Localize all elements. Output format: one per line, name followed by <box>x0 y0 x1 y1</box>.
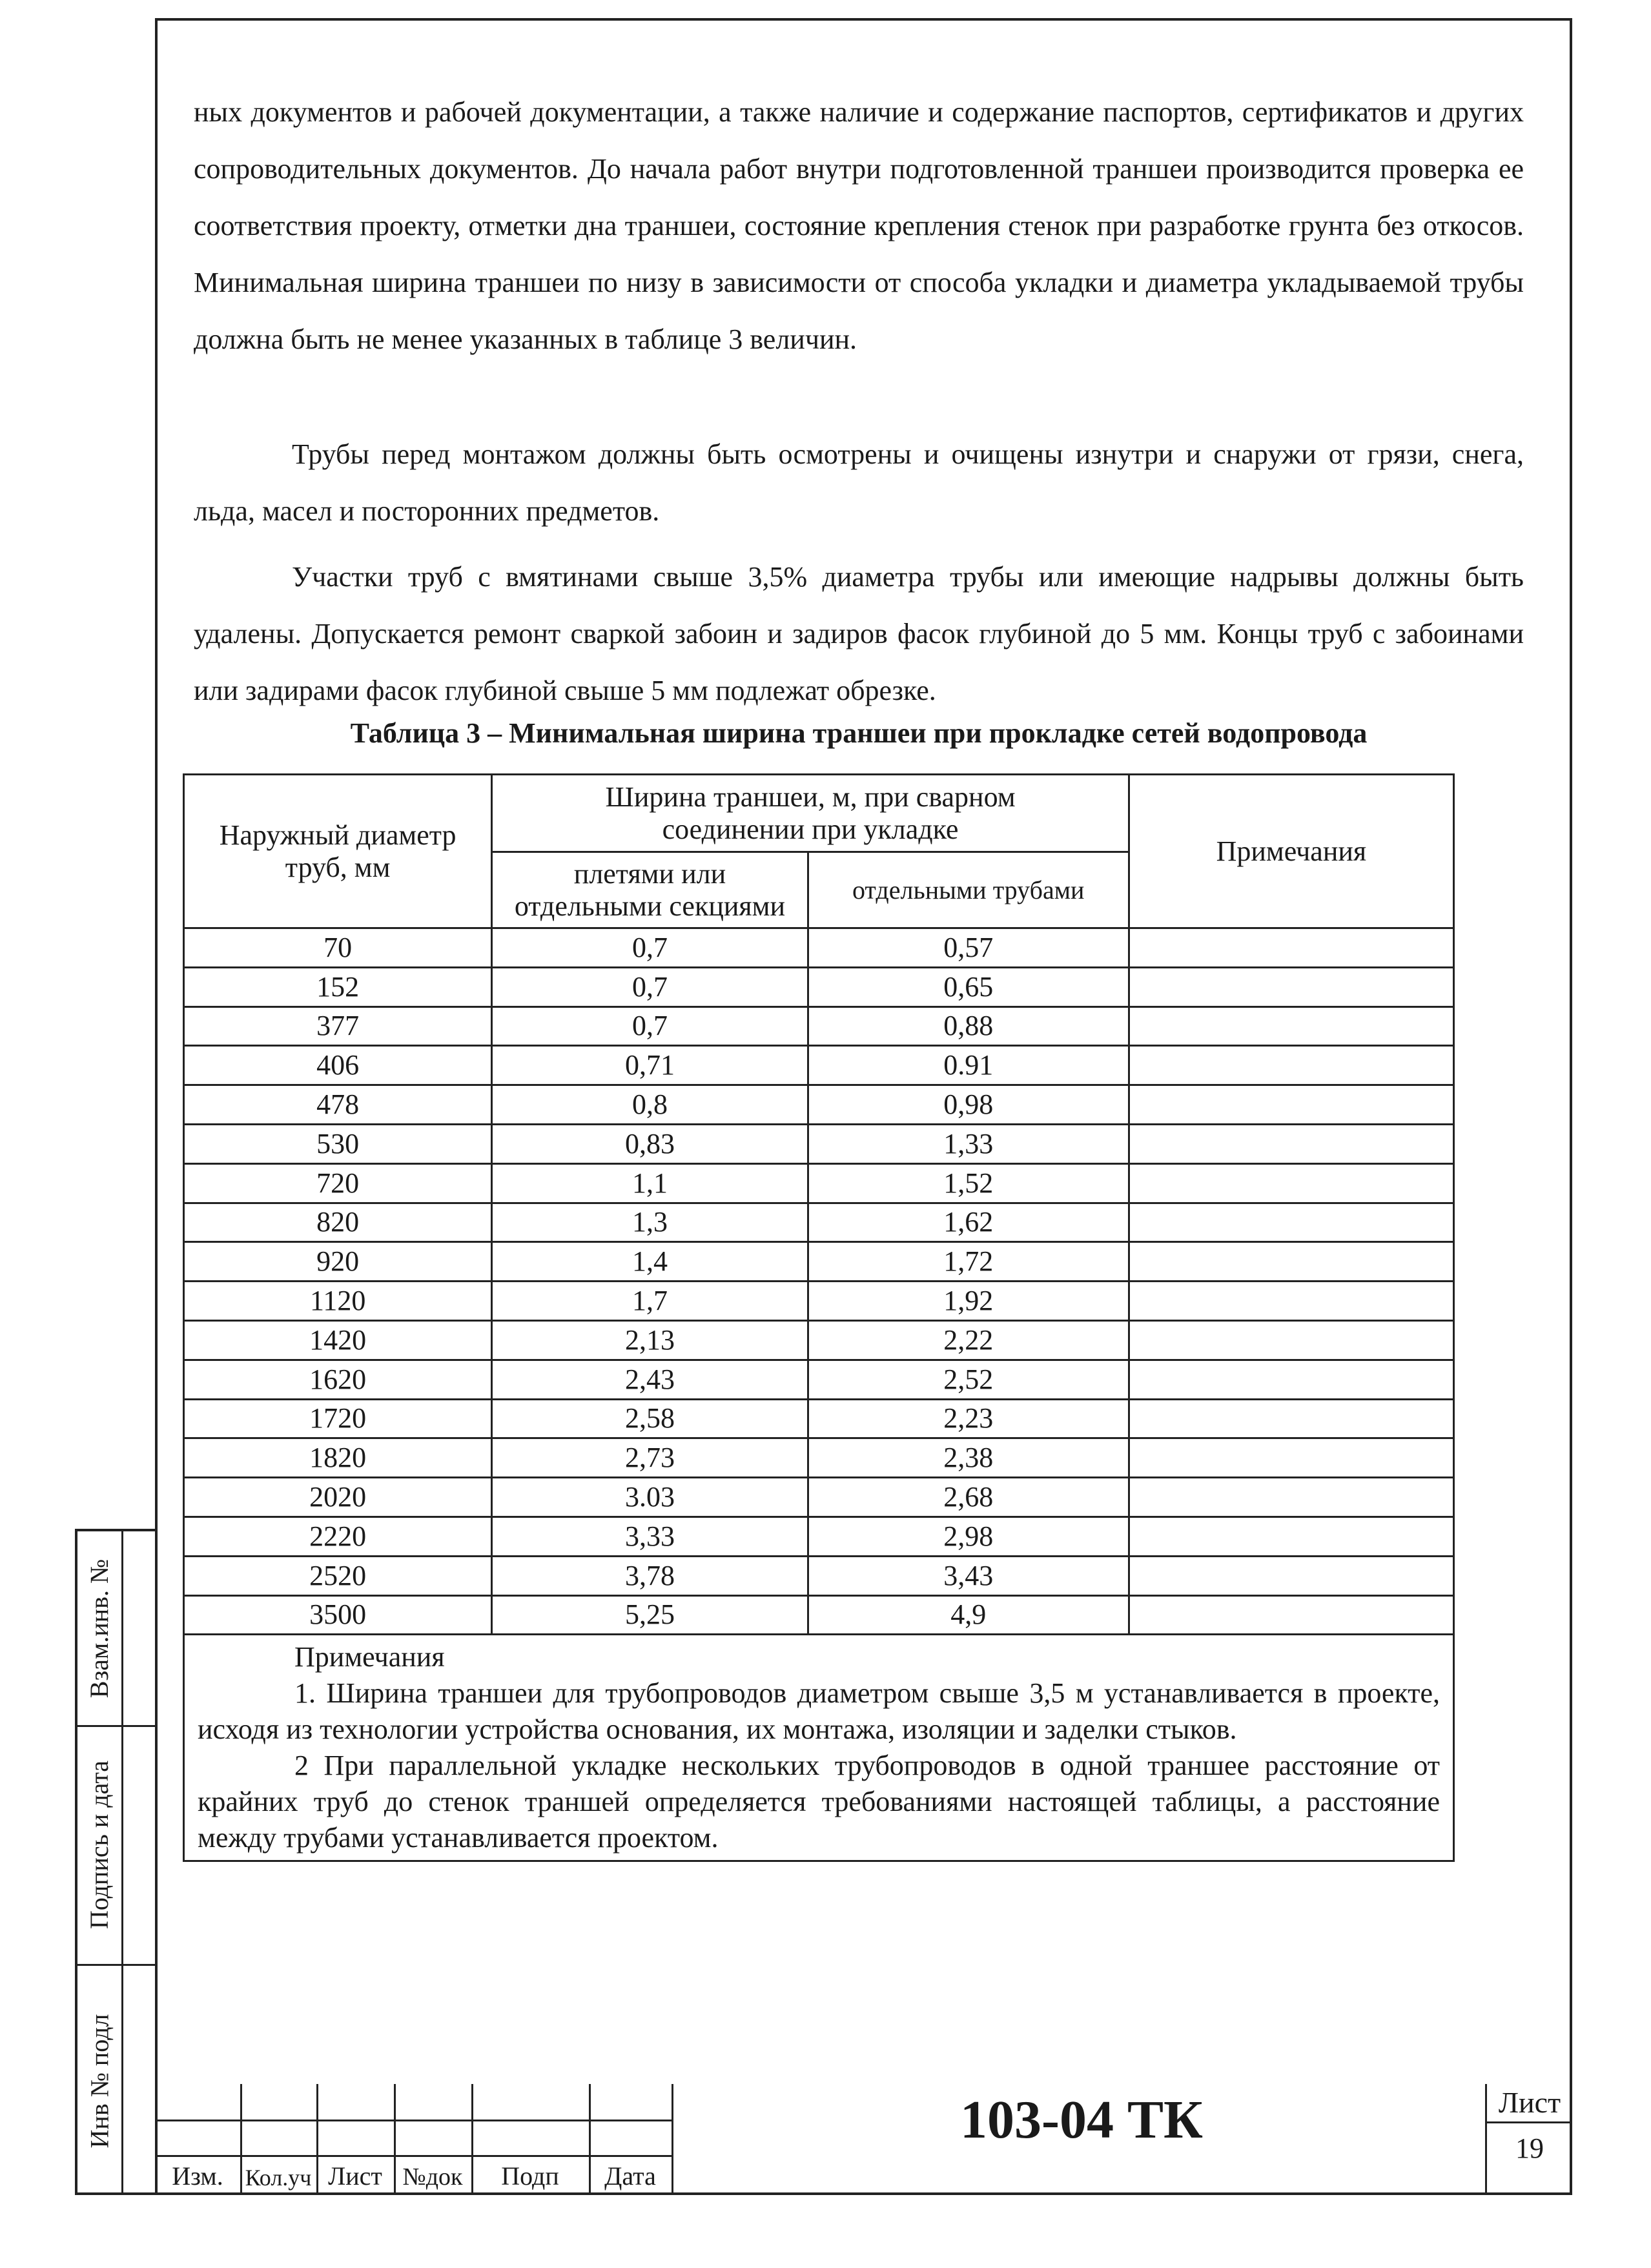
sheet-box <box>1485 2084 1572 2195</box>
cell-note <box>1129 1399 1453 1438</box>
cell-width-sections: 5,25 <box>492 1595 808 1635</box>
table-notes <box>184 1635 1454 1861</box>
cell-note <box>1129 1046 1453 1085</box>
table-row <box>184 1282 1454 1321</box>
table-row <box>184 1556 1454 1595</box>
trench-width-table <box>183 773 1455 1862</box>
table-row <box>184 1399 1454 1438</box>
note-item: 1. Ширина траншеи для трубопроводов диаметром свыше 3,5 м устанавливается в проекте, исходя из технологии устройства основания, их монтажа, изоляции и заделки стыков. <box>198 1677 1440 1746</box>
side-label-original-inventory: Инв № подл <box>85 2014 114 2148</box>
table-caption: Таблица 3 – Минимальная ширина траншеи при прокладке сетей водопровода <box>350 717 1368 749</box>
notes-title: Примечания <box>294 1641 445 1673</box>
cell-diameter: 377 <box>184 1006 492 1046</box>
sheet-label: Лист <box>1487 2084 1572 2123</box>
title-col-kol: Кол.уч <box>245 2165 312 2191</box>
table-row <box>184 1085 1454 1125</box>
cell-diameter: 2020 <box>184 1478 492 1517</box>
cell-width-single: 4,9 <box>808 1595 1129 1635</box>
cell-width-single: 0,57 <box>808 928 1129 968</box>
cell-diameter: 1720 <box>184 1399 492 1438</box>
cell-diameter: 1420 <box>184 1320 492 1360</box>
cell-diameter: 920 <box>184 1242 492 1282</box>
table-row <box>184 1360 1454 1399</box>
cell-diameter: 2220 <box>184 1517 492 1556</box>
table-notes-row <box>184 1635 1454 1861</box>
cell-diameter: 820 <box>184 1203 492 1242</box>
cell-width-sections: 3.03 <box>492 1478 808 1517</box>
cell-width-sections: 1,4 <box>492 1242 808 1282</box>
header-sections: плетями или отдельными секциями <box>492 852 808 928</box>
cell-note <box>1129 1006 1453 1046</box>
cell-width-single: 1,33 <box>808 1124 1129 1163</box>
cell-note <box>1129 1320 1453 1360</box>
table-row <box>184 928 1454 968</box>
cell-diameter: 1120 <box>184 1282 492 1321</box>
cell-width-sections: 0,8 <box>492 1085 808 1125</box>
cell-note <box>1129 928 1453 968</box>
cell-width-sections: 0,7 <box>492 967 808 1006</box>
table-row <box>184 1124 1454 1163</box>
side-label-signature-date: Подпись и дата <box>85 1760 114 1929</box>
title-col-list: Лист <box>328 2161 382 2191</box>
cell-width-sections: 2,73 <box>492 1438 808 1478</box>
cell-diameter: 3500 <box>184 1595 492 1635</box>
title-col-doc: №док <box>402 2163 463 2191</box>
cell-note <box>1129 1085 1453 1125</box>
cell-diameter: 1620 <box>184 1360 492 1399</box>
cell-diameter: 530 <box>184 1124 492 1163</box>
cell-diameter: 70 <box>184 928 492 968</box>
cell-width-sections: 2,58 <box>492 1399 808 1438</box>
cell-width-single: 0,98 <box>808 1085 1129 1125</box>
cell-width-single: 2,68 <box>808 1478 1129 1517</box>
cell-note <box>1129 967 1453 1006</box>
sheet-number: 19 <box>1515 2132 1544 2164</box>
cell-width-single: 0,88 <box>808 1006 1129 1046</box>
cell-note <box>1129 1163 1453 1203</box>
cell-note <box>1129 1556 1453 1595</box>
cell-width-sections: 1,7 <box>492 1282 808 1321</box>
cell-width-single: 3,43 <box>808 1556 1129 1595</box>
cell-width-single: 2,22 <box>808 1320 1129 1360</box>
paragraph-2: Трубы перед монтажом должны быть осмотрены и очищены изнутри и снаружи от грязи, снега, льда, масел и посторонних предметов. <box>194 438 1524 527</box>
cell-width-sections: 3,78 <box>492 1556 808 1595</box>
header-diameter: Наружный диаметр труб, мм <box>184 775 492 928</box>
cell-width-sections: 2,43 <box>492 1360 808 1399</box>
cell-note <box>1129 1478 1453 1517</box>
table-row <box>184 1006 1454 1046</box>
paragraph-3: Участки труб с вмятинами свыше 3,5% диаметра трубы или имеющие надрывы должны быть удалены. Допускается ремонт сваркой забоин и задиров фасок глубиной до 5 мм. Концы труб с забоинами или задирами фасок глубиной свыше 5 мм подлежат обрезке. <box>194 561 1524 706</box>
cell-diameter: 406 <box>184 1046 492 1085</box>
cell-width-single: 0.91 <box>808 1046 1129 1085</box>
cell-width-sections: 2,13 <box>492 1320 808 1360</box>
cell-note <box>1129 1282 1453 1321</box>
cell-width-sections: 0,7 <box>492 928 808 968</box>
table-row <box>184 1478 1454 1517</box>
cell-diameter: 152 <box>184 967 492 1006</box>
header-single: отдельными трубами <box>808 852 1129 928</box>
cell-note <box>1129 1595 1453 1635</box>
cell-width-sections: 0,71 <box>492 1046 808 1085</box>
cell-width-sections: 1,3 <box>492 1203 808 1242</box>
cell-note <box>1129 1242 1453 1282</box>
table-row <box>184 1203 1454 1242</box>
cell-width-sections: 3,33 <box>492 1517 808 1556</box>
title-col-sign: Подп <box>501 2161 559 2191</box>
cell-width-single: 1,72 <box>808 1242 1129 1282</box>
cell-width-single: 2,23 <box>808 1399 1129 1438</box>
title-col-date: Дата <box>604 2161 656 2191</box>
title-col-izm: Изм. <box>172 2161 223 2191</box>
cell-width-sections: 0,83 <box>492 1124 808 1163</box>
table-row <box>184 1163 1454 1203</box>
paragraph-1: ных документов и рабочей документации, а также наличие и содержание паспортов, сертификатов и других сопроводительных документов. До начала работ внутри подготовленной траншеи производится проверка ее соответствия проекту, отметки дна траншеи, состояние крепления стенок при разработке грунта без откосов. Минимальная ширина траншеи по низу в зависимости от способа укладки и диаметра укладываемой трубы должна быть не менее указанных в таблице 3 величин. <box>194 96 1524 355</box>
cell-note <box>1129 1124 1453 1163</box>
cell-width-single: 0,65 <box>808 967 1129 1006</box>
cell-width-single: 2,52 <box>808 1360 1129 1399</box>
cell-width-single: 2,98 <box>808 1517 1129 1556</box>
cell-diameter: 478 <box>184 1085 492 1125</box>
cell-note <box>1129 1438 1453 1478</box>
cell-width-single: 1,52 <box>808 1163 1129 1203</box>
header-width-group: Ширина траншеи, м, при сварном соединении при укладке <box>492 775 1129 852</box>
table-row <box>184 1242 1454 1282</box>
cell-diameter: 2520 <box>184 1556 492 1595</box>
cell-note <box>1129 1203 1453 1242</box>
cell-width-single: 2,38 <box>808 1438 1129 1478</box>
side-label-replaced-inventory: Взам.инв. № <box>85 1558 114 1698</box>
table-row <box>184 1438 1454 1478</box>
table-row <box>184 1320 1454 1360</box>
cell-width-sections: 0,7 <box>492 1006 808 1046</box>
cell-width-sections: 1,1 <box>492 1163 808 1203</box>
table-row <box>184 1517 1454 1556</box>
cell-width-single: 1,92 <box>808 1282 1129 1321</box>
cell-note <box>1129 1517 1453 1556</box>
cell-diameter: 720 <box>184 1163 492 1203</box>
side-stamp <box>75 1529 155 2195</box>
header-notes: Примечания <box>1129 775 1453 928</box>
cell-note <box>1129 1360 1453 1399</box>
cell-width-single: 1,62 <box>808 1203 1129 1242</box>
note-item: 2 При параллельной укладке нескольких трубопроводов в одной траншее расстояние от крайних труб до стенок траншей определяется требованиями настоящей таблицы, а расстояние между трубами устанавливается проектом. <box>198 1750 1440 1854</box>
table-row <box>184 1595 1454 1635</box>
table-row <box>184 1046 1454 1085</box>
cell-diameter: 1820 <box>184 1438 492 1478</box>
table-row <box>184 967 1454 1006</box>
document-code: 103-04 ТК <box>960 2090 1203 2150</box>
